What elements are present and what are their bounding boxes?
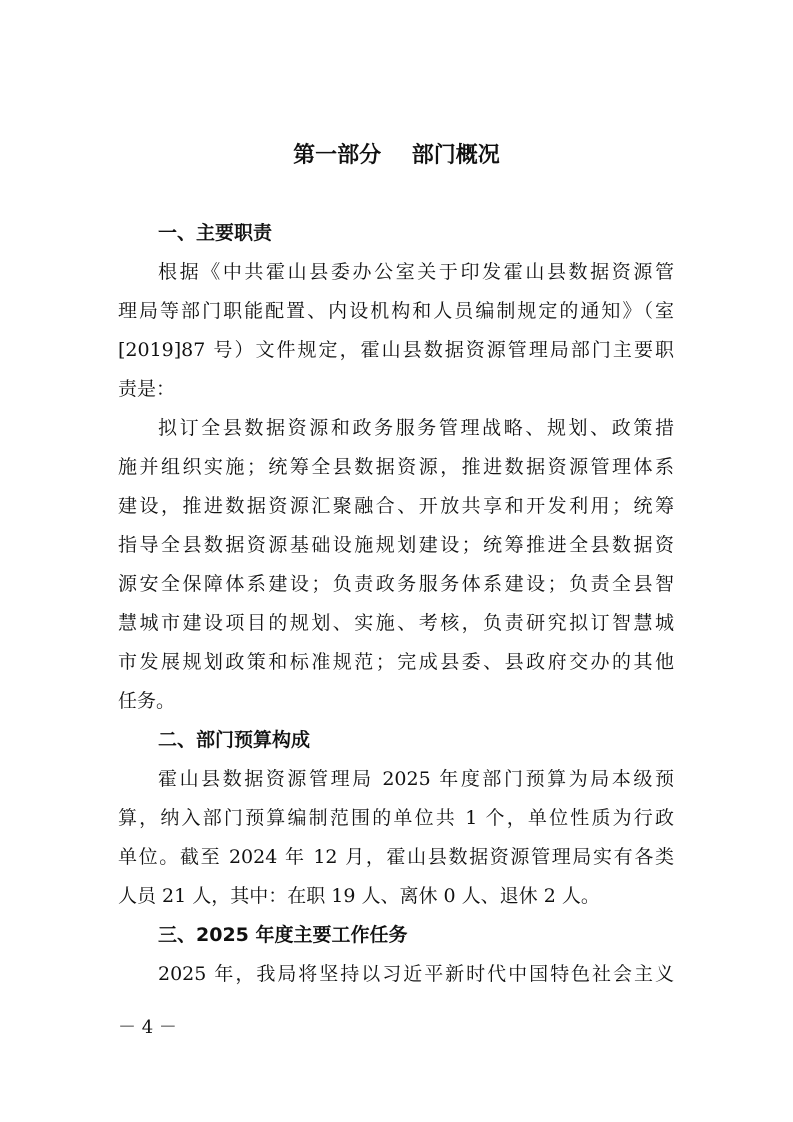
text-line: 慧城市建设项目的规划、实施、考核，负责研究拟订智慧城 [118, 612, 674, 634]
text-line: 拟订全县数据资源和政务服务管理战略、规划、政策措 [158, 417, 674, 439]
paragraph-duties-list [118, 409, 674, 721]
text-line: 市发展规划政策和标准规范；完成县委、县政府交办的其他 [118, 651, 674, 673]
text-line: 根据《中共霍山县委办公室关于印发霍山县数据资源管 [158, 261, 674, 283]
text-line: 施并组织实施；统筹全县数据资源，推进数据资源管理体系 [118, 456, 674, 478]
text-line: [2019]87 号）文件规定，霍山县数据资源管理局部门主要职 [118, 339, 674, 361]
text-line: 任务。 [118, 690, 176, 712]
text-line: 建设，推进数据资源汇聚融合、开放共享和开发利用；统筹 [118, 495, 674, 517]
text-line: 责是： [118, 378, 176, 400]
document-body [118, 214, 674, 994]
page-number: － 4 － [118, 1017, 177, 1038]
section-heading-main-tasks: 三、2025 年度主要工作任务 [158, 924, 408, 946]
text-line: 指导全县数据资源基础设施规划建设；统筹推进全县数据资 [118, 534, 674, 556]
text-line: 算，纳入部门预算编制范围的单位共 1 个，单位性质为行政 [118, 807, 674, 829]
text-line: 霍山县数据资源管理局 2025 年度部门预算为局本级预 [158, 768, 674, 790]
paragraph-main-tasks [118, 955, 674, 994]
text-line: 源安全保障体系建设；负责政务服务体系建设；负责全县智 [118, 573, 674, 595]
paragraph-budget-structure [118, 760, 674, 916]
text-line: 人员 21 人，其中：在职 19 人、离休 0 人、退休 2 人。 [118, 885, 600, 907]
section-heading-duties: 一、主要职责 [158, 222, 273, 244]
text-line: 2025 年，我局将坚持以习近平新时代中国特色社会主义 [158, 963, 674, 985]
section-heading-budget-structure: 二、部门预算构成 [158, 729, 311, 751]
paragraph-duties-basis [118, 253, 674, 409]
text-line: 单位。截至 2024 年 12 月，霍山县数据资源管理局实有各类 [118, 846, 674, 868]
text-line: 理局等部门职能配置、内设机构和人员编制规定的通知》（室 [118, 300, 674, 322]
page-title: 第一部分 部门概况 [293, 143, 500, 168]
